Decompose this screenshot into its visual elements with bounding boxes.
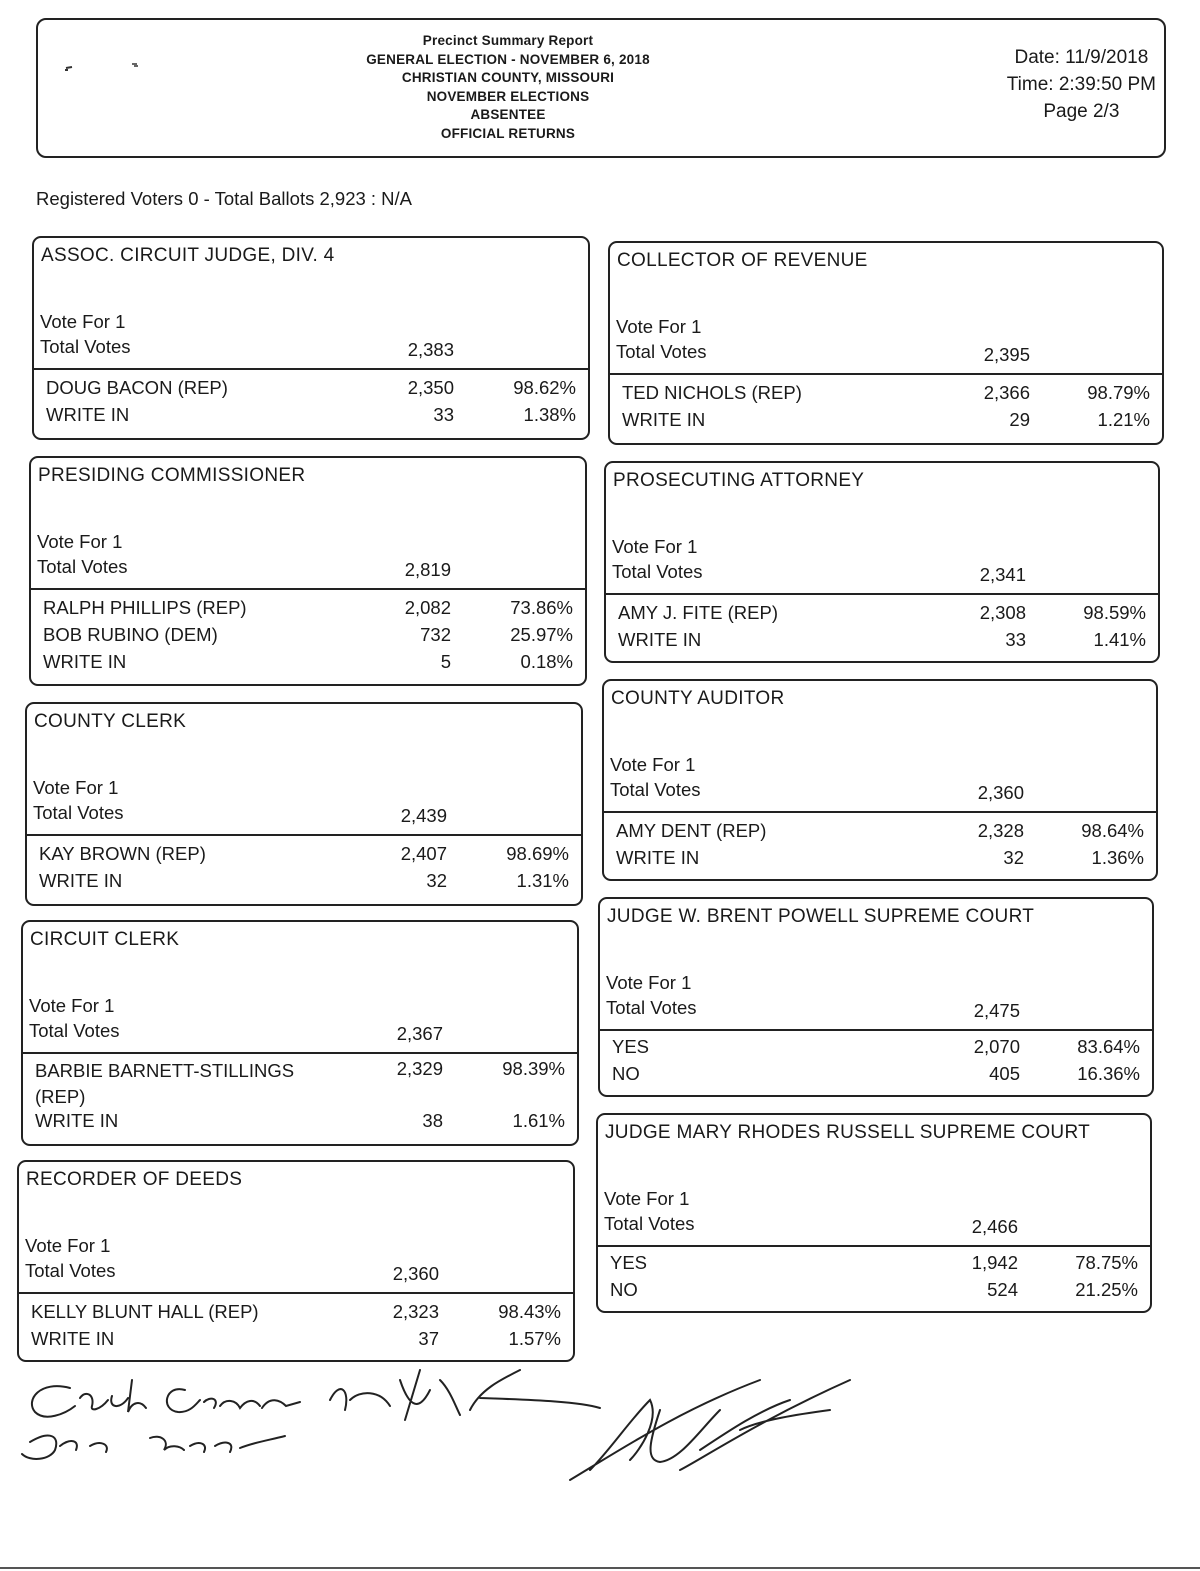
retention-votes: 405: [989, 1063, 1020, 1084]
contest-title: ASSOC. CIRCUIT JUDGE, DIV. 4: [41, 245, 335, 266]
candidate-percent: 1.61%: [512, 1110, 565, 1131]
vote-for-label: Vote For 1: [612, 536, 698, 557]
total-votes-value: 2,475: [973, 1000, 1020, 1021]
candidate-name: BARBIE BARNETT-STILLINGS (REP): [35, 1060, 295, 1107]
candidate-votes: 29: [1009, 409, 1030, 430]
candidate-row: [31, 1301, 561, 1327]
vote-for-label: Vote For 1: [25, 1235, 111, 1256]
total-votes-label: Total Votes: [33, 802, 124, 823]
candidate-name: WRITE IN: [618, 629, 702, 650]
report-page: Page 2/3: [1043, 101, 1120, 122]
contest-title: RECORDER OF DEEDS: [26, 1169, 243, 1190]
handwritten-signatures-icon: [0, 1350, 1200, 1510]
total-votes-label: Total Votes: [606, 997, 697, 1018]
total-votes-value: 2,395: [983, 344, 1030, 365]
candidate-votes: 32: [426, 870, 447, 891]
total-votes-value: 2,360: [392, 1263, 439, 1284]
retention-votes: 1,942: [971, 1252, 1018, 1273]
contest-title: CIRCUIT CLERK: [30, 929, 180, 950]
candidate-row: [43, 651, 573, 677]
candidate-votes: 2,323: [392, 1301, 439, 1322]
contest-collector-of-revenue: [608, 241, 1164, 445]
divider: [27, 834, 581, 836]
candidate-row: [35, 1110, 565, 1136]
candidate-name: RALPH PHILLIPS (REP): [43, 597, 247, 618]
candidate-row: [618, 629, 1146, 655]
candidate-name: WRITE IN: [616, 847, 700, 868]
candidate-row: [46, 377, 576, 403]
total-votes-label: Total Votes: [610, 779, 701, 800]
page-bottom-edge: [0, 1567, 1200, 1569]
contest-presiding-commissioner: [29, 456, 587, 686]
retention-option: YES: [612, 1036, 650, 1057]
scan-specks-icon: [62, 56, 152, 76]
report-header: [36, 18, 1166, 158]
total-votes-value: 2,383: [407, 339, 454, 360]
candidate-percent: 0.18%: [520, 651, 573, 672]
ballot-type: ABSENTEE: [470, 107, 546, 122]
vote-for-label: Vote For 1: [29, 995, 115, 1016]
retention-percent: 16.36%: [1077, 1063, 1140, 1084]
candidate-percent: 98.59%: [1083, 602, 1146, 623]
candidate-votes: 5: [440, 651, 451, 672]
candidate-votes: 2,407: [400, 843, 447, 864]
retention-option: NO: [610, 1279, 638, 1300]
candidate-name: AMY J. FITE (REP): [618, 602, 779, 623]
contest-title: PROSECUTING ATTORNEY: [613, 470, 865, 491]
contest-title: JUDGE MARY RHODES RUSSELL SUPREME COURT: [605, 1122, 1091, 1143]
candidate-name: WRITE IN: [31, 1328, 115, 1349]
candidate-votes: 37: [418, 1328, 439, 1349]
candidate-percent: 98.64%: [1081, 820, 1144, 841]
total-votes-value: 2,439: [400, 805, 447, 826]
candidate-votes: 732: [420, 624, 451, 645]
retention-option: YES: [610, 1252, 648, 1273]
candidate-percent: 1.38%: [523, 404, 576, 425]
candidate-percent: 98.79%: [1087, 382, 1150, 403]
candidate-votes: 2,328: [977, 820, 1024, 841]
candidate-row: [46, 404, 576, 430]
contest-title: COLLECTOR OF REVENUE: [617, 250, 868, 271]
candidate-votes: 2,082: [404, 597, 451, 618]
total-votes-label: Total Votes: [25, 1260, 116, 1281]
candidate-name: WRITE IN: [35, 1110, 119, 1131]
report-title: Precinct Summary Report: [422, 33, 594, 48]
divider: [34, 368, 588, 370]
candidate-votes: 2,308: [979, 602, 1026, 623]
candidate-percent: 1.36%: [1091, 847, 1144, 868]
total-votes-value: 2,819: [404, 559, 451, 580]
candidate-name: WRITE IN: [43, 651, 127, 672]
candidate-percent: 25.97%: [510, 624, 573, 645]
total-votes-label: Total Votes: [612, 561, 703, 582]
retention-votes: 2,070: [973, 1036, 1020, 1057]
scan-marks: [62, 56, 152, 79]
candidate-percent: 98.43%: [498, 1301, 561, 1322]
county-name: CHRISTIAN COUNTY, MISSOURI: [401, 70, 615, 85]
divider: [23, 1052, 577, 1054]
candidate-percent: 1.21%: [1097, 409, 1150, 430]
candidate-name: AMY DENT (REP): [616, 820, 767, 841]
total-votes-value: 2,360: [977, 782, 1024, 803]
contest-title: PRESIDING COMMISSIONER: [38, 465, 306, 486]
registration-summary: Registered Voters 0 - Total Ballots 2,923 : N/A: [36, 188, 413, 209]
report-heading: [348, 32, 668, 143]
candidate-row: [622, 409, 1150, 435]
contest-circuit-clerk: [21, 920, 579, 1146]
contest-prosecuting-attorney: [604, 461, 1160, 663]
candidate-percent: 73.86%: [510, 597, 573, 618]
candidate-name: WRITE IN: [622, 409, 706, 430]
retention-row: [612, 1036, 1140, 1062]
contest-title: COUNTY AUDITOR: [611, 688, 785, 709]
candidate-row: [618, 602, 1146, 628]
candidate-row: [622, 382, 1150, 408]
total-votes-label: Total Votes: [37, 556, 128, 577]
candidate-row: [43, 597, 573, 623]
signature-area: [0, 1350, 1200, 1510]
divider: [598, 1245, 1150, 1247]
candidate-name: WRITE IN: [46, 404, 130, 425]
retention-percent: 83.64%: [1077, 1036, 1140, 1057]
retention-row: [612, 1063, 1140, 1089]
total-votes-label: Total Votes: [40, 336, 131, 357]
vote-for-label: Vote For 1: [604, 1188, 690, 1209]
divider: [606, 593, 1158, 595]
candidate-votes: 32: [1003, 847, 1024, 868]
candidate-row: [616, 847, 1144, 873]
candidate-name: KAY BROWN (REP): [39, 843, 206, 864]
candidate-percent: 1.41%: [1093, 629, 1146, 650]
contest-assoc-circuit-judge: [32, 236, 590, 440]
vote-for-label: Vote For 1: [606, 972, 692, 993]
divider: [19, 1292, 573, 1294]
contest-judge-russell: [596, 1113, 1152, 1313]
vote-for-label: Vote For 1: [616, 316, 702, 337]
candidate-row: [39, 870, 569, 896]
divider: [604, 811, 1156, 813]
candidate-percent: 98.62%: [513, 377, 576, 398]
report-time: Time: 2:39:50 PM: [1006, 74, 1156, 95]
candidate-votes: 2,350: [407, 377, 454, 398]
candidate-name: TED NICHOLS (REP): [622, 382, 802, 403]
vote-for-label: Vote For 1: [37, 531, 123, 552]
election-group: NOVEMBER ELECTIONS: [426, 88, 590, 104]
vote-for-label: Vote For 1: [40, 311, 126, 332]
contest-judge-powell: [598, 897, 1154, 1097]
candidate-row: [43, 624, 573, 650]
retention-row: [610, 1279, 1138, 1305]
retention-percent: 78.75%: [1075, 1252, 1138, 1273]
candidate-name: WRITE IN: [39, 870, 123, 891]
candidate-row: [39, 843, 569, 869]
retention-percent: 21.25%: [1075, 1279, 1138, 1300]
candidate-name: BOB RUBINO (DEM): [43, 624, 218, 645]
candidate-percent: 98.69%: [506, 843, 569, 864]
candidate-percent: 1.57%: [508, 1328, 561, 1349]
total-votes-value: 2,367: [396, 1023, 443, 1044]
contest-title: COUNTY CLERK: [34, 711, 187, 732]
candidate-row: [616, 820, 1144, 846]
divider: [610, 373, 1162, 375]
report-meta: [1007, 44, 1156, 125]
vote-for-label: Vote For 1: [33, 777, 119, 798]
contest-title: JUDGE W. BRENT POWELL SUPREME COURT: [607, 906, 1035, 927]
contest-county-clerk: [25, 702, 583, 906]
candidate-percent: 98.39%: [502, 1058, 565, 1079]
candidate-name: DOUG BACON (REP): [46, 377, 228, 398]
contest-recorder-of-deeds: [17, 1160, 575, 1362]
candidate-row: [35, 1058, 565, 1110]
candidate-name: KELLY BLUNT HALL (REP): [31, 1301, 259, 1322]
election-name: GENERAL ELECTION - NOVEMBER 6, 2018: [366, 51, 650, 67]
vote-for-label: Vote For 1: [610, 754, 696, 775]
candidate-votes: 38: [422, 1110, 443, 1131]
divider: [600, 1029, 1152, 1031]
candidate-percent: 1.31%: [516, 870, 569, 891]
total-votes-value: 2,466: [971, 1216, 1018, 1237]
candidate-votes: 33: [1005, 629, 1026, 650]
retention-votes: 524: [987, 1279, 1018, 1300]
total-votes-label: Total Votes: [616, 341, 707, 362]
report-date: Date: 11/9/2018: [1014, 47, 1149, 68]
candidate-votes: 2,329: [396, 1058, 443, 1079]
retention-row: [610, 1252, 1138, 1278]
divider: [31, 588, 585, 590]
returns-type: OFFICIAL RETURNS: [440, 125, 576, 141]
total-votes-label: Total Votes: [29, 1020, 120, 1041]
candidate-votes: 33: [433, 404, 454, 425]
total-votes-value: 2,341: [979, 564, 1026, 585]
candidate-votes: 2,366: [983, 382, 1030, 403]
total-votes-label: Total Votes: [604, 1213, 695, 1234]
retention-option: NO: [612, 1063, 640, 1084]
contest-county-auditor: [602, 679, 1158, 881]
